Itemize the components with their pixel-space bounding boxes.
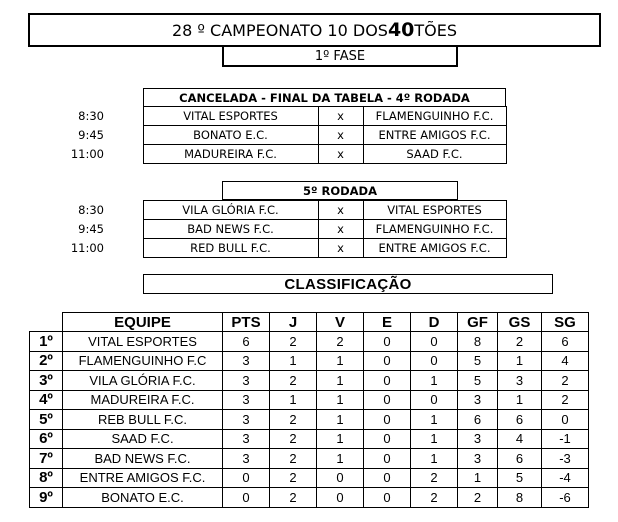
stat-cell-d: 2 xyxy=(411,488,458,508)
versus-mark: x xyxy=(318,145,363,164)
home-team: BAD NEWS F.C. xyxy=(143,220,318,239)
stat-cell-gs: 1 xyxy=(498,351,542,371)
stat-cell-e: 0 xyxy=(364,332,411,352)
stat-cell-j: 1 xyxy=(270,390,317,410)
column-header-d: D xyxy=(411,313,458,332)
game-time-cell xyxy=(54,220,143,239)
home-team: MADUREIRA F.C. xyxy=(143,145,318,164)
away-team: ENTRE AMIGOS F.C. xyxy=(363,239,506,258)
position-cell: 2º xyxy=(30,351,63,371)
stat-cell-gs: 3 xyxy=(498,371,542,391)
team-name-cell: REB BULL F.C. xyxy=(63,410,223,430)
stat-cell-e: 0 xyxy=(364,429,411,449)
game-time-cell xyxy=(54,201,143,220)
column-header-gs: GS xyxy=(498,313,542,332)
column-header-v: V xyxy=(317,313,364,332)
column-header-equipe: EQUIPE xyxy=(63,313,223,332)
stat-cell-gs: 6 xyxy=(498,449,542,469)
game-row xyxy=(54,239,506,258)
stat-cell-pts: 0 xyxy=(223,488,270,508)
stat-cell-gs: 2 xyxy=(498,332,542,352)
team-name-cell: ENTRE AMIGOS F.C. xyxy=(63,468,223,488)
title-suffix: TÕES xyxy=(414,20,458,40)
column-header-j: J xyxy=(270,313,317,332)
game-row xyxy=(54,126,506,145)
stat-cell-gf: 8 xyxy=(458,332,498,352)
table-row xyxy=(30,390,589,410)
round4-games-table xyxy=(54,106,507,164)
stat-cell-gs: 1 xyxy=(498,390,542,410)
stat-cell-sg: 2 xyxy=(542,390,589,410)
table-row xyxy=(30,488,589,508)
home-team: RED BULL F.C. xyxy=(143,239,318,258)
table-row xyxy=(30,468,589,488)
game-time: 9:45 xyxy=(78,222,104,236)
stat-cell-j: 1 xyxy=(270,351,317,371)
stat-cell-j: 2 xyxy=(270,488,317,508)
game-time: 9:45 xyxy=(78,128,104,142)
stat-cell-pts: 3 xyxy=(223,371,270,391)
stat-cell-v: 1 xyxy=(317,429,364,449)
round5-games-table xyxy=(54,200,507,258)
stat-cell-gf: 5 xyxy=(458,351,498,371)
stat-cell-pts: 0 xyxy=(223,468,270,488)
away-team: VITAL ESPORTES xyxy=(363,201,506,220)
column-header-sg: SG xyxy=(542,313,589,332)
stat-cell-d: 0 xyxy=(411,390,458,410)
column-header-e: E xyxy=(364,313,411,332)
column-header-pts: PTS xyxy=(223,313,270,332)
stat-cell-e: 0 xyxy=(364,390,411,410)
stat-cell-d: 1 xyxy=(411,429,458,449)
game-time: 11:00 xyxy=(70,147,104,161)
home-team: VILA GLÓRIA F.C. xyxy=(143,201,318,220)
home-team: VITAL ESPORTES xyxy=(143,107,318,126)
position-cell: 6º xyxy=(30,429,63,449)
championship-title xyxy=(28,13,601,47)
stat-cell-j: 2 xyxy=(270,468,317,488)
stat-cell-v: 1 xyxy=(317,371,364,391)
stat-cell-v: 1 xyxy=(317,351,364,371)
round4-title: CANCELADA - FINAL DA TABELA - 4º RODADA xyxy=(143,88,506,107)
game-time-cell xyxy=(54,239,143,258)
game-time-cell xyxy=(54,145,143,164)
team-name-cell: BAD NEWS F.C. xyxy=(63,449,223,469)
stat-cell-j: 2 xyxy=(270,332,317,352)
table-row xyxy=(30,351,589,371)
stat-cell-pts: 6 xyxy=(223,332,270,352)
stat-cell-d: 1 xyxy=(411,449,458,469)
game-row xyxy=(54,145,506,164)
stat-cell-v: 1 xyxy=(317,390,364,410)
stat-cell-sg: -3 xyxy=(542,449,589,469)
stat-cell-v: 1 xyxy=(317,449,364,469)
stat-cell-j: 2 xyxy=(270,371,317,391)
stat-cell-v: 2 xyxy=(317,332,364,352)
team-name-cell: VILA GLÓRIA F.C. xyxy=(63,371,223,391)
game-row xyxy=(54,107,506,126)
game-time: 11:00 xyxy=(70,241,104,255)
game-time-cell xyxy=(54,126,143,145)
stat-cell-pts: 3 xyxy=(223,429,270,449)
versus-mark: x xyxy=(318,126,363,145)
column-header-gf: GF xyxy=(458,313,498,332)
table-row xyxy=(30,410,589,430)
position-cell: 7º xyxy=(30,449,63,469)
stat-cell-gs: 5 xyxy=(498,468,542,488)
team-name-cell: FLAMENGUINHO F.C xyxy=(63,351,223,371)
stat-cell-e: 0 xyxy=(364,410,411,430)
stat-cell-d: 0 xyxy=(411,351,458,371)
stat-cell-pts: 3 xyxy=(223,351,270,371)
team-name-cell: VITAL ESPORTES xyxy=(63,332,223,352)
table-row xyxy=(30,429,589,449)
position-cell: 8º xyxy=(30,468,63,488)
game-row xyxy=(54,220,506,239)
stat-cell-pts: 3 xyxy=(223,410,270,430)
title-big-number: 40 xyxy=(387,19,415,41)
away-team: ENTRE AMIGOS F.C. xyxy=(363,126,506,145)
stat-cell-gf: 5 xyxy=(458,371,498,391)
stat-cell-sg: 6 xyxy=(542,332,589,352)
stat-cell-pts: 3 xyxy=(223,449,270,469)
stat-cell-sg: -1 xyxy=(542,429,589,449)
stat-cell-pts: 3 xyxy=(223,390,270,410)
stat-cell-gf: 6 xyxy=(458,410,498,430)
stat-cell-e: 0 xyxy=(364,351,411,371)
team-name-cell: MADUREIRA F.C. xyxy=(63,390,223,410)
home-team: BONATO E.C. xyxy=(143,126,318,145)
position-cell: 4º xyxy=(30,390,63,410)
game-time-cell xyxy=(54,107,143,126)
position-cell: 9º xyxy=(30,488,63,508)
stat-cell-e: 0 xyxy=(364,371,411,391)
stat-cell-e: 0 xyxy=(364,488,411,508)
versus-mark: x xyxy=(318,107,363,126)
away-team: SAAD F.C. xyxy=(363,145,506,164)
game-row xyxy=(54,201,506,220)
stat-cell-gs: 8 xyxy=(498,488,542,508)
round5-title: 5º RODADA xyxy=(222,181,458,200)
stat-cell-gf: 1 xyxy=(458,468,498,488)
phase-label: 1º FASE xyxy=(222,45,458,67)
stat-cell-sg: -6 xyxy=(542,488,589,508)
stat-cell-v: 0 xyxy=(317,468,364,488)
stat-cell-gf: 3 xyxy=(458,390,498,410)
stat-cell-e: 0 xyxy=(364,468,411,488)
versus-mark: x xyxy=(318,201,363,220)
position-header-blank xyxy=(30,313,63,332)
stat-cell-sg: 2 xyxy=(542,371,589,391)
versus-mark: x xyxy=(318,220,363,239)
team-name-cell: BONATO E.C. xyxy=(63,488,223,508)
stat-cell-d: 0 xyxy=(411,332,458,352)
position-cell: 3º xyxy=(30,371,63,391)
stat-cell-sg: 4 xyxy=(542,351,589,371)
stat-cell-j: 2 xyxy=(270,449,317,469)
away-team: FLAMENGUINHO F.C. xyxy=(363,107,506,126)
team-name-cell: SAAD F.C. xyxy=(63,429,223,449)
standings-title: CLASSIFICAÇÃO xyxy=(143,274,553,294)
stat-cell-gs: 6 xyxy=(498,410,542,430)
stat-cell-gf: 3 xyxy=(458,449,498,469)
stat-cell-v: 0 xyxy=(317,488,364,508)
standings-table xyxy=(29,312,589,508)
stat-cell-gf: 2 xyxy=(458,488,498,508)
game-time: 8:30 xyxy=(78,203,104,217)
stat-cell-v: 1 xyxy=(317,410,364,430)
stat-cell-gs: 4 xyxy=(498,429,542,449)
position-cell: 1º xyxy=(30,332,63,352)
stat-cell-sg: 0 xyxy=(542,410,589,430)
stat-cell-d: 2 xyxy=(411,468,458,488)
table-row xyxy=(30,449,589,469)
stat-cell-d: 1 xyxy=(411,410,458,430)
stat-cell-d: 1 xyxy=(411,371,458,391)
stat-cell-sg: -4 xyxy=(542,468,589,488)
stat-cell-e: 0 xyxy=(364,449,411,469)
versus-mark: x xyxy=(318,239,363,258)
title-prefix: 28 º CAMPEONATO 10 DOS xyxy=(171,20,388,40)
position-cell: 5º xyxy=(30,410,63,430)
stat-cell-gf: 3 xyxy=(458,429,498,449)
stat-cell-j: 2 xyxy=(270,429,317,449)
away-team: FLAMENGUINHO F.C. xyxy=(363,220,506,239)
stat-cell-j: 2 xyxy=(270,410,317,430)
table-row xyxy=(30,371,589,391)
game-time: 8:30 xyxy=(78,109,104,123)
table-row xyxy=(30,332,589,352)
